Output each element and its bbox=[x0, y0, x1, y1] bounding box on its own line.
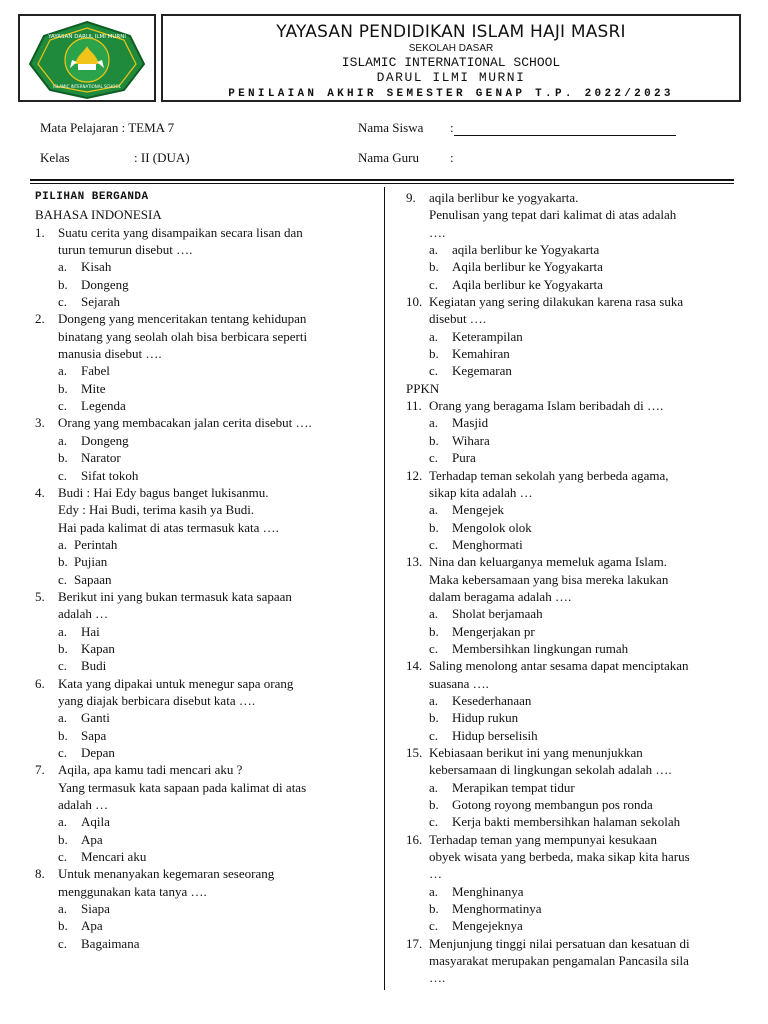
question-number: 11. bbox=[406, 398, 422, 414]
option-letter: b. bbox=[58, 276, 68, 292]
option-letter: c. bbox=[429, 276, 439, 292]
column-divider bbox=[384, 187, 385, 990]
option-letter: b. bbox=[58, 554, 68, 570]
answer-option[interactable] bbox=[35, 258, 375, 275]
answer-option[interactable] bbox=[35, 432, 375, 449]
question-text bbox=[406, 831, 746, 848]
option-text: Mengerjakan pr bbox=[452, 623, 535, 639]
question-text bbox=[35, 865, 375, 882]
option-letter: c. bbox=[58, 467, 68, 483]
option-letter: a. bbox=[429, 606, 439, 622]
question-text-line bbox=[406, 761, 746, 778]
question-item[interactable] bbox=[406, 293, 746, 380]
question-text-line bbox=[35, 883, 375, 900]
foundation-name: YAYASAN PENDIDIKAN ISLAM HAJI MASRI bbox=[276, 22, 626, 42]
teacher-name-label: Nama Guru bbox=[358, 150, 420, 165]
option-letter: b. bbox=[58, 831, 68, 847]
question-item[interactable] bbox=[406, 744, 746, 831]
option-letter: c. bbox=[429, 727, 439, 743]
question-text-line bbox=[406, 952, 746, 969]
question-number: 15. bbox=[406, 745, 423, 760]
question-line: suasana …. bbox=[429, 675, 489, 691]
question-text-line bbox=[406, 310, 746, 327]
question-item[interactable] bbox=[35, 310, 375, 414]
option-letter: a. bbox=[58, 623, 68, 639]
option-text: Aqila berlibur ke Yogyakarta bbox=[452, 259, 603, 275]
option-text: Sifat tokoh bbox=[81, 467, 139, 483]
question-text-line bbox=[35, 779, 375, 796]
question-text-line bbox=[35, 692, 375, 709]
option-text: Kisah bbox=[81, 259, 112, 275]
question-line: aqila berlibur ke yogyakarta. bbox=[429, 190, 579, 205]
question-line: …. bbox=[429, 970, 446, 986]
student-name-field[interactable] bbox=[450, 120, 676, 136]
logo-frame bbox=[18, 14, 156, 102]
option-text: Budi bbox=[81, 658, 107, 674]
option-letter: b. bbox=[429, 710, 439, 726]
question-line: Yang termasuk kata sapaan pada kalimat di atas bbox=[58, 779, 307, 795]
answer-option[interactable] bbox=[35, 380, 375, 397]
question-number: 12. bbox=[406, 467, 423, 483]
option-letter: c. bbox=[58, 571, 68, 587]
header-divider bbox=[30, 179, 734, 181]
option-letter: b. bbox=[429, 432, 439, 448]
question-text-line bbox=[35, 328, 375, 345]
question-item[interactable] bbox=[35, 865, 375, 952]
question-line: obyek wisata yang berbeda, maka sikap kita harus bbox=[429, 849, 690, 865]
question-line: Aqila, apa kamu tadi mencari aku ? bbox=[58, 762, 243, 778]
answer-option[interactable] bbox=[35, 553, 375, 570]
subject-heading-ppkn: PPKN bbox=[406, 380, 440, 396]
option-letter: a. bbox=[429, 692, 439, 708]
answer-option[interactable] bbox=[35, 727, 375, 744]
option-letter: b. bbox=[429, 346, 439, 362]
answer-option[interactable] bbox=[406, 709, 746, 726]
question-text-line bbox=[35, 519, 375, 536]
answer-option[interactable] bbox=[406, 640, 746, 657]
option-text: Gotong royong membangun pos ronda bbox=[452, 797, 653, 813]
question-line: Orang yang beragama Islam beribadah di …. bbox=[429, 398, 664, 414]
option-letter: a. bbox=[429, 415, 439, 431]
option-text: Keterampilan bbox=[452, 328, 523, 344]
option-text: Masjid bbox=[452, 415, 489, 431]
exam-title: PENILAIAN AKHIR SEMESTER GENAP T.P. 2022/2023 bbox=[228, 88, 674, 100]
question-line: Untuk menanyakan kegemaran seseorang bbox=[58, 866, 275, 882]
option-letter: b. bbox=[58, 640, 68, 656]
option-letter: b. bbox=[58, 450, 68, 466]
question-number: 4. bbox=[35, 484, 45, 500]
student-name-label: Nama Siswa bbox=[358, 120, 424, 135]
question-text bbox=[406, 935, 746, 952]
answer-option[interactable] bbox=[35, 900, 375, 917]
answer-option[interactable] bbox=[406, 623, 746, 640]
option-text: Menghormatinya bbox=[452, 901, 542, 917]
question-item[interactable] bbox=[35, 224, 375, 311]
answer-option[interactable] bbox=[35, 276, 375, 293]
option-letter: c. bbox=[58, 398, 68, 414]
question-text-line bbox=[35, 241, 375, 258]
option-letter: c. bbox=[58, 658, 68, 674]
question-line: Saling menolong antar sesama dapat menciptakan bbox=[429, 658, 689, 674]
answer-option[interactable] bbox=[35, 640, 375, 657]
option-letter: c. bbox=[58, 935, 68, 951]
option-text: Hidup rukun bbox=[452, 710, 519, 726]
option-text: Hai bbox=[81, 623, 100, 639]
question-text bbox=[406, 397, 746, 414]
question-line: sikap kita adalah … bbox=[429, 484, 533, 500]
option-text: Apa bbox=[81, 918, 103, 934]
option-text: Legenda bbox=[81, 398, 126, 414]
right-column bbox=[406, 189, 746, 987]
title-frame bbox=[161, 14, 741, 102]
option-text: Pujian bbox=[74, 554, 108, 570]
option-letter: a. bbox=[58, 432, 68, 448]
answer-option[interactable] bbox=[406, 605, 746, 622]
option-text: Aqila bbox=[81, 814, 110, 830]
option-text: Menghinanya bbox=[452, 883, 524, 899]
option-letter: a. bbox=[58, 536, 68, 552]
option-letter: c. bbox=[429, 450, 439, 466]
question-item[interactable] bbox=[406, 467, 746, 554]
question-text-line bbox=[406, 571, 746, 588]
question-text bbox=[35, 675, 375, 692]
answer-option[interactable] bbox=[35, 362, 375, 379]
option-text: aqila berlibur ke Yogyakarta bbox=[452, 242, 600, 258]
class-label: Kelas bbox=[40, 150, 70, 165]
option-text: Membersihkan lingkungan rumah bbox=[452, 640, 629, 656]
option-text: Sholat berjamaah bbox=[452, 606, 543, 622]
question-text bbox=[35, 310, 375, 327]
option-letter: a. bbox=[429, 883, 439, 899]
question-number: 8. bbox=[35, 866, 45, 882]
question-line: dalam beragama adalah …. bbox=[429, 588, 572, 604]
option-letter: b. bbox=[429, 901, 439, 917]
question-line: Kebiasaan berikut ini yang menunjukkan bbox=[429, 745, 643, 760]
answer-option[interactable] bbox=[406, 501, 746, 518]
option-letter: c. bbox=[58, 294, 68, 310]
question-line: adalah … bbox=[58, 797, 109, 813]
question-line: Terhadap teman yang mempunyai kesukaan bbox=[429, 831, 657, 847]
option-text: Bagaimana bbox=[81, 935, 140, 951]
institution-name: DARUL ILMI MURNI bbox=[376, 70, 526, 85]
question-line: turun temurun disebut …. bbox=[58, 242, 193, 258]
answer-option[interactable] bbox=[406, 536, 746, 553]
question-line: Orang yang membacakan jalan cerita disebut …. bbox=[58, 415, 312, 431]
header-divider-thin bbox=[30, 183, 734, 184]
question-text-line bbox=[35, 345, 375, 362]
answer-option[interactable] bbox=[406, 432, 746, 449]
subject-field: Mata Pelajaran : TEMA 7 bbox=[40, 120, 175, 135]
answer-option[interactable] bbox=[35, 449, 375, 466]
question-line: Menjunjung tinggi nilai persatuan dan kesatuan di bbox=[429, 935, 690, 951]
question-text-line bbox=[406, 969, 746, 986]
logo-ring-text: YAYASAN DARUL ILMI MURNI bbox=[48, 34, 126, 40]
option-text: Sapaan bbox=[74, 571, 112, 587]
question-number: 5. bbox=[35, 588, 45, 604]
answer-option[interactable] bbox=[35, 571, 375, 588]
answer-option[interactable] bbox=[35, 293, 375, 310]
question-text bbox=[35, 588, 375, 605]
question-item[interactable] bbox=[406, 935, 746, 987]
question-number: 7. bbox=[35, 762, 45, 778]
question-line: Kata yang dipakai untuk menegur sapa orang bbox=[58, 675, 294, 691]
school-level: SEKOLAH DASAR bbox=[408, 43, 494, 54]
question-text-line bbox=[406, 848, 746, 865]
answer-option[interactable] bbox=[35, 536, 375, 553]
option-letter: a. bbox=[58, 363, 68, 379]
option-letter: a. bbox=[58, 710, 68, 726]
exam-header bbox=[18, 14, 726, 102]
question-number: 3. bbox=[35, 415, 45, 431]
option-letter: c. bbox=[58, 745, 68, 760]
question-text-line bbox=[406, 675, 746, 692]
question-line: yang diajak berbicara disebut kata …. bbox=[58, 692, 256, 708]
option-text: Kerja bakti membersihkan halaman sekolah bbox=[452, 814, 681, 830]
question-line: Terhadap teman sekolah yang berbeda agama, bbox=[429, 467, 669, 483]
question-line: menggunakan kata tanya …. bbox=[58, 883, 207, 899]
question-number: 9. bbox=[406, 190, 416, 205]
question-text-line bbox=[406, 588, 746, 605]
question-item[interactable] bbox=[35, 484, 375, 588]
option-text: Dongeng bbox=[81, 276, 129, 292]
option-letter: a. bbox=[58, 901, 68, 917]
option-letter: a. bbox=[429, 242, 439, 258]
answer-option[interactable] bbox=[406, 796, 746, 813]
question-text bbox=[406, 293, 746, 310]
question-number: 10. bbox=[406, 294, 423, 310]
answer-option[interactable] bbox=[406, 449, 746, 466]
option-letter: c. bbox=[429, 363, 439, 379]
section-heading: PILIHAN BERGANDA bbox=[35, 191, 149, 203]
option-letter: c. bbox=[429, 918, 439, 934]
option-letter: a. bbox=[429, 779, 439, 795]
question-number: 2. bbox=[35, 311, 45, 327]
option-letter: c. bbox=[429, 640, 439, 656]
option-letter: a. bbox=[58, 259, 68, 275]
answer-option[interactable] bbox=[406, 813, 746, 830]
question-item[interactable] bbox=[35, 414, 375, 483]
question-text-line bbox=[406, 865, 746, 882]
option-text: Merapikan tempat tidur bbox=[452, 779, 575, 795]
option-letter: b. bbox=[58, 380, 68, 396]
question-line: Maka kebersamaan yang bisa mereka lakukan bbox=[429, 571, 669, 587]
question-line: masyarakat merupakan pengamalan Pancasila sila bbox=[429, 953, 689, 969]
option-text: Hidup berselisih bbox=[452, 727, 538, 743]
question-line: binatang yang seolah olah bisa berbicara seperti bbox=[58, 328, 308, 344]
answer-option[interactable] bbox=[35, 935, 375, 952]
question-text-line bbox=[35, 605, 375, 622]
answer-option[interactable] bbox=[35, 657, 375, 674]
option-text: Aqila berlibur ke Yogyakarta bbox=[452, 276, 603, 292]
question-line: adalah … bbox=[58, 606, 109, 622]
option-text: Mite bbox=[81, 380, 106, 396]
option-letter: b. bbox=[429, 519, 439, 535]
question-item[interactable] bbox=[406, 553, 746, 657]
question-line: kebersamaan di lingkungan sekolah adalah …. bbox=[429, 762, 672, 778]
student-name-line bbox=[454, 123, 676, 136]
answer-option[interactable] bbox=[406, 328, 746, 345]
option-text: Ganti bbox=[81, 710, 110, 726]
question-line: Penulisan yang tepat dari kalimat di atas adalah bbox=[429, 207, 677, 223]
answer-option[interactable] bbox=[406, 276, 746, 293]
option-text: Mengejeknya bbox=[452, 918, 523, 934]
question-line: Edy : Hai Budi, terima kasih ya Budi. bbox=[58, 502, 255, 518]
answer-option[interactable] bbox=[406, 345, 746, 362]
option-text: Siapa bbox=[81, 901, 110, 917]
question-line: Budi : Hai Edy bagus banget lukisanmu. bbox=[58, 484, 269, 500]
option-text: Sejarah bbox=[81, 294, 120, 310]
answer-option[interactable] bbox=[35, 709, 375, 726]
question-item[interactable] bbox=[406, 189, 746, 293]
option-letter: c. bbox=[58, 849, 68, 865]
answer-option[interactable] bbox=[406, 241, 746, 258]
option-letter: b. bbox=[429, 623, 439, 639]
option-text: Apa bbox=[81, 831, 103, 847]
option-text: Pura bbox=[452, 450, 476, 466]
option-text: Wihara bbox=[452, 432, 490, 448]
question-line: Suatu cerita yang disampaikan secara lisan dan bbox=[58, 224, 303, 240]
option-text: Mengejek bbox=[452, 502, 504, 518]
answer-option[interactable] bbox=[35, 744, 375, 761]
question-number: 13. bbox=[406, 554, 423, 570]
question-number: 6. bbox=[35, 675, 45, 691]
option-letter: b. bbox=[58, 727, 68, 743]
option-text: Perintah bbox=[74, 536, 118, 552]
question-item[interactable] bbox=[406, 397, 746, 466]
answer-option[interactable] bbox=[406, 362, 746, 379]
answer-option[interactable] bbox=[35, 623, 375, 640]
question-text bbox=[406, 657, 746, 674]
option-text: Kemahiran bbox=[452, 346, 510, 362]
option-letter: b. bbox=[58, 918, 68, 934]
answer-option[interactable] bbox=[406, 692, 746, 709]
subject-heading-bahasa: BAHASA INDONESIA bbox=[35, 207, 162, 223]
question-line: Nina dan keluarganya memeluk agama Islam. bbox=[429, 554, 668, 570]
question-text bbox=[406, 744, 746, 761]
question-text bbox=[406, 467, 746, 484]
question-text-line bbox=[406, 224, 746, 241]
teacher-name-colon: : bbox=[450, 150, 454, 165]
answer-option[interactable] bbox=[406, 414, 746, 431]
option-letter: a. bbox=[429, 328, 439, 344]
option-letter: c. bbox=[429, 536, 439, 552]
school-name: ISLAMIC INTERNATIONAL SCHOOL bbox=[341, 55, 561, 70]
question-text-line bbox=[406, 484, 746, 501]
option-letter: a. bbox=[58, 814, 68, 830]
answer-option[interactable] bbox=[35, 848, 375, 865]
answer-option[interactable] bbox=[406, 258, 746, 275]
option-text: Sapa bbox=[81, 727, 107, 743]
answer-option[interactable] bbox=[35, 397, 375, 414]
option-text: Kegemaran bbox=[452, 363, 512, 379]
question-item[interactable] bbox=[35, 761, 375, 865]
question-text-line bbox=[35, 796, 375, 813]
option-text: Kesederhanaan bbox=[452, 692, 532, 708]
answer-option[interactable] bbox=[406, 779, 746, 796]
question-text bbox=[406, 553, 746, 570]
question-line: Berikut ini yang bukan termasuk kata sapaan bbox=[58, 588, 292, 604]
option-text: Fabel bbox=[81, 363, 110, 379]
answer-option[interactable] bbox=[35, 917, 375, 934]
question-text bbox=[35, 414, 375, 431]
question-line: Dongeng yang menceritakan tentang kehidupan bbox=[58, 311, 307, 327]
question-text bbox=[35, 761, 375, 778]
question-item[interactable] bbox=[406, 657, 746, 744]
option-letter: c. bbox=[429, 814, 439, 830]
question-text bbox=[406, 189, 746, 206]
answer-option[interactable] bbox=[406, 519, 746, 536]
option-text: Mencari aku bbox=[81, 849, 147, 865]
question-item[interactable] bbox=[406, 831, 746, 935]
question-line: Kegiatan yang sering dilakukan karena rasa suka bbox=[429, 294, 684, 310]
option-text: Menghormati bbox=[452, 536, 523, 552]
question-line: …. bbox=[429, 224, 446, 240]
answer-option[interactable] bbox=[406, 883, 746, 900]
question-line: disebut …. bbox=[429, 311, 487, 327]
answer-option[interactable] bbox=[406, 917, 746, 934]
question-line: … bbox=[429, 866, 442, 882]
question-line: Hai pada kalimat di atas termasuk kata …. bbox=[58, 519, 279, 535]
option-letter: b. bbox=[429, 797, 439, 813]
answer-option[interactable] bbox=[406, 900, 746, 917]
answer-option[interactable] bbox=[406, 727, 746, 744]
question-item[interactable] bbox=[35, 675, 375, 762]
class-value: : II (DUA) bbox=[134, 150, 190, 165]
question-number: 14. bbox=[406, 658, 423, 674]
question-text-line bbox=[35, 501, 375, 518]
option-letter: b. bbox=[429, 259, 439, 275]
question-number: 17. bbox=[406, 935, 423, 951]
answer-option[interactable] bbox=[35, 813, 375, 830]
question-text bbox=[35, 224, 375, 241]
option-text: Depan bbox=[81, 745, 115, 760]
question-number: 16. bbox=[406, 831, 423, 847]
left-column bbox=[35, 189, 375, 952]
question-number: 1. bbox=[35, 224, 45, 240]
option-text: Narator bbox=[81, 450, 121, 466]
question-text-line bbox=[406, 206, 746, 223]
school-logo bbox=[20, 16, 154, 100]
answer-option[interactable] bbox=[35, 467, 375, 484]
student-name-colon: : bbox=[450, 120, 454, 135]
logo-bottom-text: ISLAMIC INTERNATIONAL SCHOOL bbox=[53, 84, 121, 89]
answer-option[interactable] bbox=[35, 831, 375, 848]
question-text bbox=[35, 484, 375, 501]
option-text: Mengolok olok bbox=[452, 519, 532, 535]
question-line: manusia disebut …. bbox=[58, 346, 162, 362]
question-item[interactable] bbox=[35, 588, 375, 675]
option-text: Dongeng bbox=[81, 432, 129, 448]
option-letter: a. bbox=[429, 502, 439, 518]
option-text: Kapan bbox=[81, 640, 115, 656]
